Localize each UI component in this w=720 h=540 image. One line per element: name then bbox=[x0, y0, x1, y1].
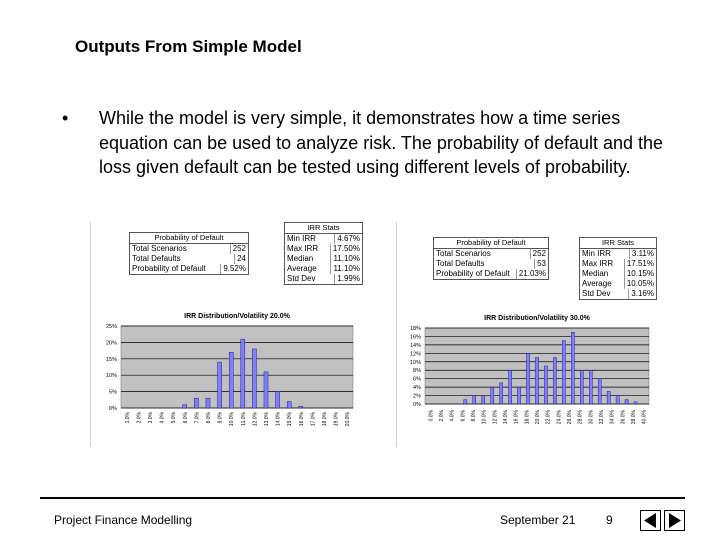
x-tick-label: 28.0% bbox=[577, 410, 584, 425]
row-value: 9.52% bbox=[223, 264, 246, 273]
x-tick-label: 20.0% bbox=[535, 410, 541, 425]
y-tick-label: 0% bbox=[109, 406, 117, 412]
x-tick-label: 6.0% bbox=[460, 410, 467, 422]
histogram-bar bbox=[276, 392, 280, 408]
x-tick-label: 16.0% bbox=[513, 410, 520, 425]
histogram-bar bbox=[535, 358, 538, 404]
histogram-bar bbox=[544, 366, 547, 404]
x-tick-label: 20.0% bbox=[345, 412, 352, 427]
chart-title: IRR Distribution/Volatility 30.0% bbox=[484, 315, 590, 322]
row-value: 252 bbox=[532, 249, 546, 258]
footer-course-title: Project Finance Modelling bbox=[54, 513, 193, 527]
next-slide-button[interactable] bbox=[664, 510, 685, 531]
x-tick-label: 2.0% bbox=[439, 410, 445, 422]
row-label: Median bbox=[287, 254, 331, 264]
histogram-bar bbox=[526, 353, 529, 404]
x-tick-label: 13.0% bbox=[264, 412, 270, 427]
x-tick-label: 4.0% bbox=[449, 410, 456, 422]
histogram-bar bbox=[464, 400, 467, 404]
x-tick-label: 0.0% bbox=[428, 410, 435, 422]
bullet-marker: • bbox=[62, 108, 69, 128]
histogram-bar bbox=[589, 370, 592, 404]
y-tick-label: 8% bbox=[413, 368, 421, 375]
y-tick-label: 25% bbox=[105, 324, 117, 330]
x-tick-label: 12.0% bbox=[252, 412, 259, 427]
x-tick-label: 10.0% bbox=[229, 412, 236, 427]
histogram-bar bbox=[634, 402, 637, 404]
x-tick-label: 22.0% bbox=[545, 410, 552, 425]
x-tick-label: 36.0% bbox=[620, 410, 627, 425]
y-tick-label: 6% bbox=[413, 376, 421, 383]
y-tick-label: 2% bbox=[413, 393, 421, 400]
row-value: 4.67% bbox=[337, 234, 360, 243]
previous-slide-button[interactable] bbox=[640, 510, 661, 531]
x-tick-label: 6.0% bbox=[182, 412, 189, 424]
row-label: Probability of Default bbox=[132, 264, 221, 274]
histogram-bar bbox=[598, 379, 601, 404]
row-label: Std Dev bbox=[287, 274, 335, 284]
x-tick-label: 19.0% bbox=[333, 412, 340, 427]
histogram-bar bbox=[252, 349, 256, 408]
row-label: Min IRR bbox=[582, 249, 630, 259]
y-tick-label: 5% bbox=[109, 389, 117, 396]
y-tick-label: 10% bbox=[105, 373, 117, 380]
row-value: 17.51% bbox=[626, 259, 654, 268]
histogram-bar bbox=[206, 398, 210, 408]
right-irr-histogram bbox=[397, 222, 659, 447]
row-label: Max IRR bbox=[287, 244, 331, 254]
histogram-bar bbox=[625, 400, 628, 404]
row-label: Total Scenarios bbox=[436, 249, 531, 259]
plot-area bbox=[121, 326, 353, 408]
y-tick-label: 10% bbox=[409, 359, 421, 366]
row-value: 11.10% bbox=[333, 254, 360, 263]
x-tick-label: 30.0% bbox=[588, 410, 595, 425]
histogram-bar bbox=[500, 383, 503, 404]
slide-body-text: While the model is very simple, it demonstrates how a time series equation can be used to analyze risk. The probability of default and the loss given default can be tested using different levels of probability. bbox=[99, 108, 664, 177]
row-value: 17.50% bbox=[332, 244, 360, 253]
x-tick-label: 7.0% bbox=[194, 412, 201, 424]
histogram-bar bbox=[562, 341, 565, 404]
chart-title: IRR Distribution/Volatility 20.0% bbox=[184, 313, 290, 320]
x-tick-label: 8.0% bbox=[471, 410, 477, 422]
x-tick-label: 38.0% bbox=[631, 410, 637, 425]
histogram-bar bbox=[482, 396, 485, 404]
x-tick-label: 8.0% bbox=[206, 412, 212, 424]
histogram-bar bbox=[518, 387, 521, 404]
row-label: Probability of Default bbox=[436, 269, 517, 279]
histogram-bar bbox=[229, 352, 233, 408]
row-label: Median bbox=[582, 269, 625, 279]
x-tick-label: 40.0% bbox=[641, 410, 648, 425]
x-tick-label: 18.0% bbox=[524, 410, 531, 425]
histogram-bar bbox=[473, 396, 476, 404]
y-tick-label: 12% bbox=[409, 351, 421, 358]
left-irr-header: IRR Stats bbox=[285, 223, 362, 234]
histogram-bar bbox=[571, 332, 574, 404]
histogram-bar bbox=[218, 362, 222, 408]
row-label: Total Scenarios bbox=[132, 244, 231, 254]
right-probability-header: Probability of Default bbox=[434, 238, 548, 249]
x-tick-label: 2.0% bbox=[136, 412, 143, 424]
y-tick-label: 4% bbox=[413, 385, 421, 392]
row-value: 10.05% bbox=[626, 279, 654, 288]
row-label: Std Dev bbox=[582, 289, 629, 299]
slide-title: Outputs From Simple Model bbox=[75, 37, 302, 56]
y-tick-label: 0% bbox=[413, 402, 421, 408]
right-irr-header: IRR Stats bbox=[580, 238, 656, 249]
row-label: Max IRR bbox=[582, 259, 625, 269]
histogram-bar bbox=[616, 396, 619, 404]
left-probability-header: Probability of Default bbox=[130, 233, 248, 244]
row-value: 10.15% bbox=[626, 269, 654, 278]
x-tick-label: 9.0% bbox=[217, 412, 224, 424]
left-output-panel bbox=[90, 222, 363, 447]
footer-page-number: 9 bbox=[606, 513, 613, 527]
x-tick-label: 10.0% bbox=[481, 410, 488, 425]
histogram-bar bbox=[241, 339, 245, 408]
x-tick-label: 14.0% bbox=[275, 412, 282, 427]
row-value: 11.10% bbox=[333, 264, 360, 273]
row-label: Total Defaults bbox=[132, 254, 235, 264]
row-label: Average bbox=[287, 264, 331, 274]
y-tick-label: 16% bbox=[409, 334, 421, 341]
left-irr-histogram bbox=[91, 222, 363, 447]
row-value: 3.11% bbox=[631, 249, 654, 258]
y-tick-label: 18% bbox=[409, 326, 421, 332]
row-value: 1.99% bbox=[337, 274, 360, 283]
x-tick-label: 5.0% bbox=[171, 412, 178, 424]
x-tick-label: 24.0% bbox=[556, 410, 563, 425]
footer-divider bbox=[40, 497, 685, 499]
histogram-bar bbox=[264, 372, 268, 408]
x-tick-label: 15.0% bbox=[287, 412, 294, 427]
x-tick-label: 1.0% bbox=[124, 412, 131, 424]
x-tick-label: 17.0% bbox=[310, 412, 317, 427]
histogram-bar bbox=[287, 401, 291, 408]
x-tick-label: 4.0% bbox=[159, 412, 166, 424]
row-label: Total Defaults bbox=[436, 259, 535, 269]
x-tick-label: 11.0% bbox=[240, 412, 247, 426]
x-tick-label: 34.0% bbox=[609, 410, 616, 425]
histogram-bar bbox=[509, 370, 512, 404]
y-tick-label: 15% bbox=[105, 356, 117, 363]
row-value: 252 bbox=[232, 244, 246, 253]
row-label: Min IRR bbox=[287, 234, 335, 244]
x-tick-label: 18.0% bbox=[322, 412, 328, 427]
triangle-left-icon bbox=[641, 511, 660, 530]
x-tick-label: 3.0% bbox=[148, 412, 154, 424]
histogram-bar bbox=[491, 387, 494, 404]
footer-date: September 21 bbox=[500, 513, 576, 527]
row-value: 53 bbox=[537, 259, 546, 268]
row-value: 21.03% bbox=[518, 269, 546, 278]
x-tick-label: 32.0% bbox=[599, 410, 605, 425]
y-tick-label: 14% bbox=[409, 342, 421, 349]
x-tick-label: 14.0% bbox=[503, 410, 509, 425]
histogram-bar bbox=[194, 398, 198, 408]
row-value: 24 bbox=[237, 254, 246, 263]
y-tick-label: 20% bbox=[105, 340, 117, 347]
row-value: 3.16% bbox=[631, 289, 654, 298]
x-tick-label: 26.0% bbox=[567, 410, 573, 425]
histogram-bar bbox=[299, 406, 303, 408]
row-label: Average bbox=[582, 279, 625, 289]
histogram-bar bbox=[580, 370, 583, 404]
right-output-panel bbox=[396, 222, 659, 447]
histogram-bar bbox=[183, 405, 187, 408]
histogram-bar bbox=[607, 391, 610, 404]
histogram-bar bbox=[553, 358, 556, 404]
x-tick-label: 16.0% bbox=[298, 412, 305, 427]
triangle-right-icon bbox=[665, 511, 684, 530]
x-tick-label: 12.0% bbox=[492, 410, 499, 425]
